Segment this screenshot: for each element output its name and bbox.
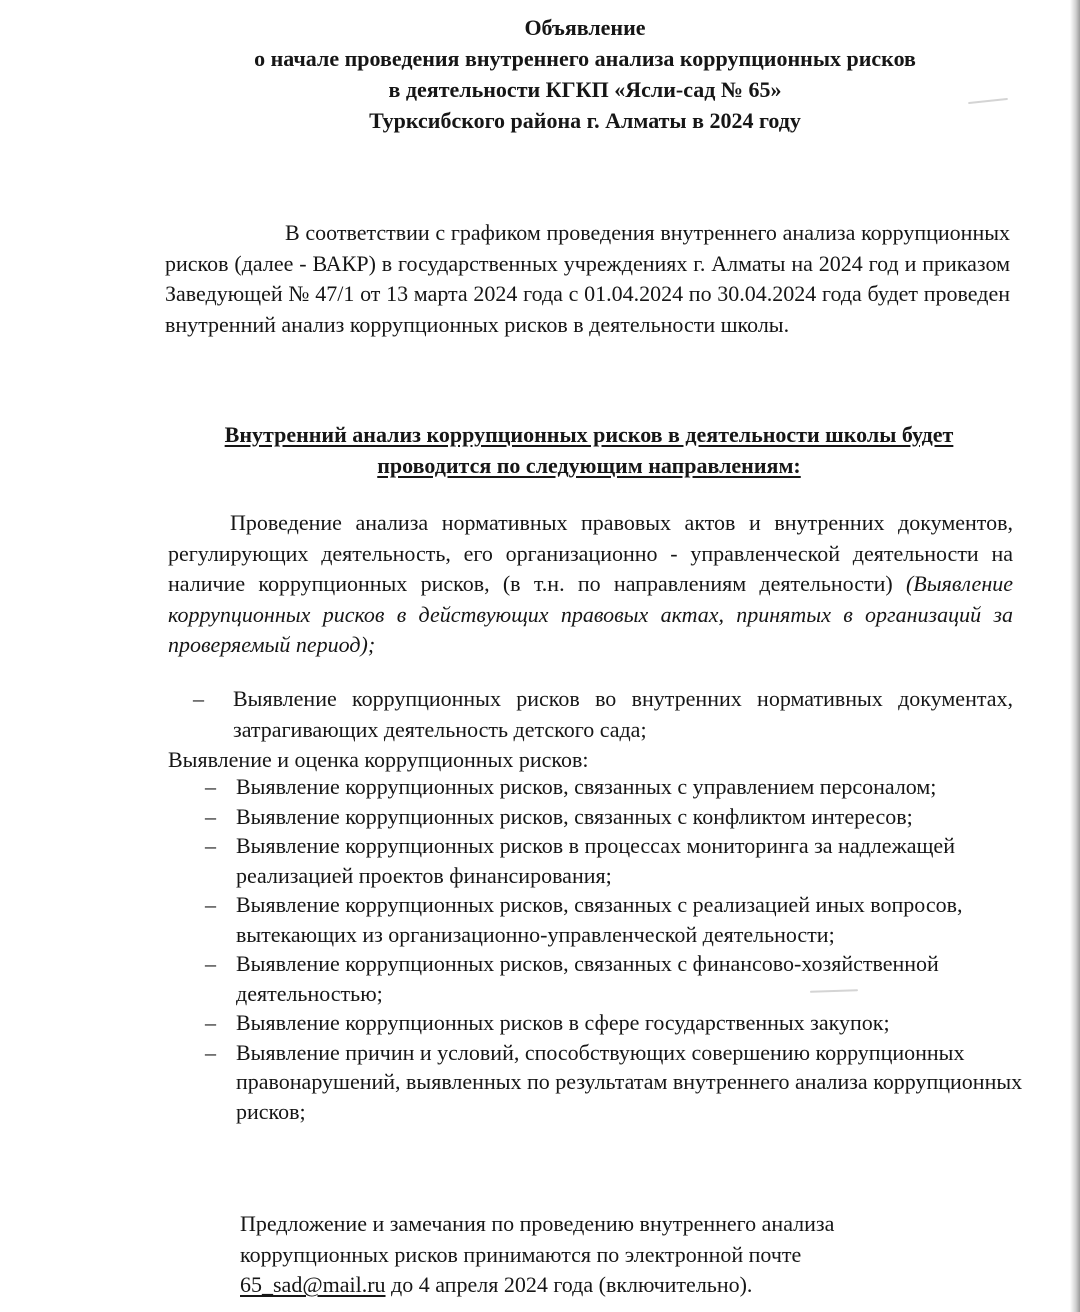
closing-line-text: до 4 апреля 2024 года (включительно). [385, 1272, 753, 1297]
analysis-paragraph-italic: (Выявление коррупционных рисков в действующих правовых актах, принятых в организаций за проверяемый период); [168, 571, 1013, 657]
list-item-text: Выявление причин и условий, способствующих совершению коррупционных правонарушений, выявленных по результатам внутреннего анализа коррупционных рисков; [236, 1039, 1023, 1124]
list-item [205, 802, 1035, 832]
analysis-paragraph [168, 508, 1013, 661]
section-heading-line: Внутренний анализ коррупционных рисков в деятельности школы будет [224, 422, 954, 447]
list-lead-in: Выявление и оценка коррупционных рисков: [168, 747, 589, 772]
scan-edge-shadow [1070, 0, 1080, 1312]
list-dash: – [193, 686, 204, 711]
closing-line [240, 1270, 1040, 1301]
list-dash: – [205, 1039, 216, 1065]
closing-line: коррупционных рисков принимаются по электронной почте [240, 1241, 802, 1267]
list-dash: – [205, 833, 216, 858]
email-link[interactable]: 65_sad@mail.ru [240, 1272, 386, 1297]
list-dash: – [205, 803, 216, 829]
section-heading-line: проводится по следующим направлениям: [377, 452, 801, 478]
announcement-title [150, 12, 1020, 136]
list-item-text: Выявление коррупционных рисков во внутренних нормативных документах, затрагивающих деятельность детского сада; [233, 686, 1013, 742]
title-line: Турксибского района г. Алматы в 2024 году [369, 108, 801, 133]
list-item [205, 831, 1035, 890]
analysis-paragraph-text: Проведение анализа нормативных правовых актов и внутренних документов, регулирующих деятельность, его организационно - управленческой деятельности на наличие коррупционных рисков, (в т.н. по направлениям деятельности) [168, 510, 1013, 596]
intro-paragraph: В соответствии с графиком проведения внутреннего анализа коррупционных рисков (далее - ВАКР) в государственных учреждениях г. Алматы на 2024 год и приказом Заведующей № 47/1 от 13 марта 2024 года с 01.04.2024 по 30.04.2024 года будет проведен внутренний анализ коррупционных рисков в деятельности школы. [165, 220, 1010, 337]
closing-line: Предложение и замечания по проведению внутреннего анализа [240, 1211, 835, 1236]
closing-paragraph [240, 1209, 1040, 1301]
list-item-text: Выявление коррупционных рисков, связанных с управлением персоналом; [236, 774, 937, 799]
list-dash: – [205, 774, 216, 799]
list-dash: – [205, 951, 216, 976]
title-line: в деятельности КГКП «Ясли-сад № 65» [388, 77, 782, 102]
title-line: Объявление [524, 15, 646, 40]
list-dash: – [205, 892, 216, 917]
list-item-text: Выявление коррупционных рисков, связанных с реализацией иных вопросов, вытекающих из организационно-управленческой деятельности; [236, 892, 963, 947]
list-item [205, 949, 1035, 1008]
list-item [193, 684, 1013, 745]
list-item [205, 772, 1035, 802]
list-item-text: Выявление коррупционных рисков в процессах мониторинга за надлежащей реализацией проектов финансирования; [236, 833, 955, 888]
list-item [205, 890, 1035, 949]
list-item [205, 1038, 1035, 1127]
list-item [205, 1008, 1035, 1038]
list-item-text: Выявление коррупционных рисков, связанных с конфликтом интересов; [236, 803, 913, 829]
risk-list [205, 772, 1035, 1126]
list-item-text: Выявление коррупционных рисков в сфере государственных закупок; [236, 1010, 890, 1035]
list-item-text: Выявление коррупционных рисков, связанных с финансово-хозяйственной деятельностью; [236, 951, 939, 1006]
title-line: о начале проведения внутреннего анализа коррупционных рисков [254, 46, 916, 71]
section-heading [165, 420, 1013, 481]
list-dash: – [205, 1010, 216, 1035]
